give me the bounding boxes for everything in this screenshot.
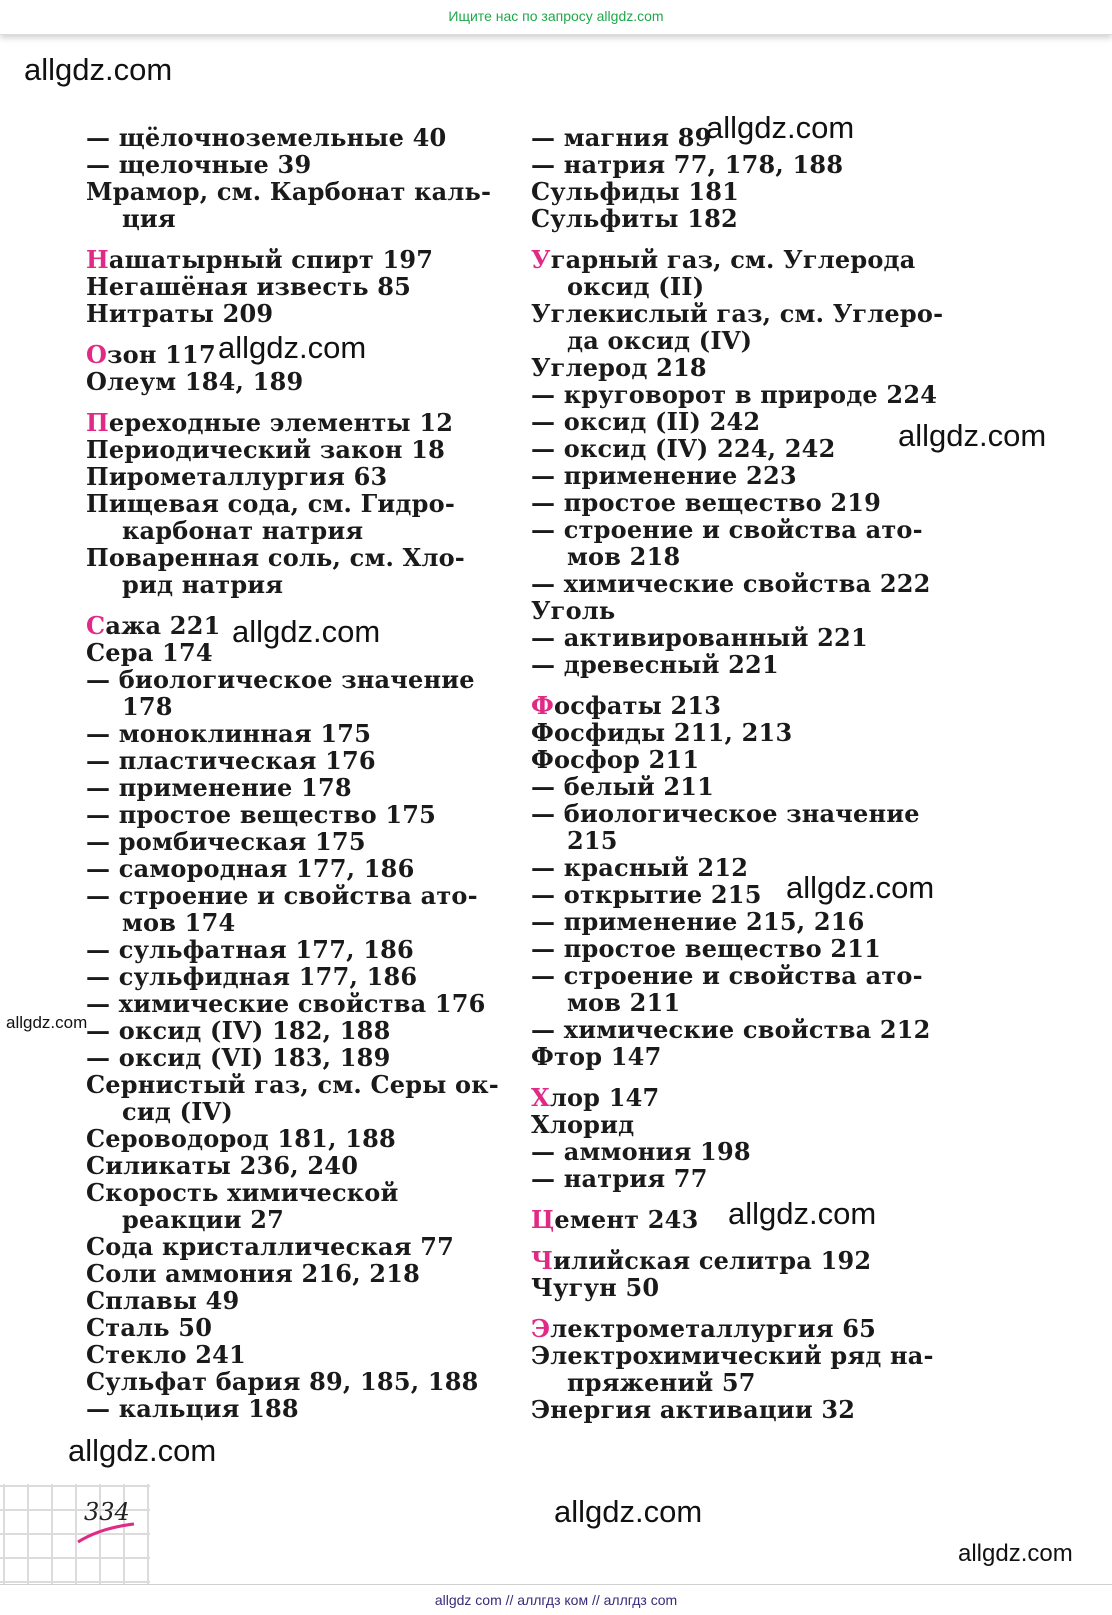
index-entry <box>531 462 971 489</box>
entry-text: — моноклинная 175 <box>86 719 372 748</box>
index-entry <box>531 543 971 570</box>
watermark: allgdz.com <box>728 1196 877 1231</box>
entry-text: — простое вещество 219 <box>531 488 882 517</box>
entry-text: — кальция 188 <box>86 1394 299 1423</box>
entry-text: Хлорид <box>531 1110 635 1139</box>
letter-initial: Ц <box>531 1205 555 1234</box>
letter-initial: Э <box>531 1314 551 1343</box>
entry-text: — химические свойства 212 <box>531 1015 931 1044</box>
entry-text: мов 211 <box>567 988 681 1017</box>
index-entry <box>531 800 971 827</box>
entry-text: — древесный 221 <box>531 650 779 679</box>
watermark: allgdz.com <box>218 330 367 365</box>
entry-text: Сероводород 181, 188 <box>86 1124 396 1153</box>
entry-text: — оксид (II) 242 <box>531 407 761 436</box>
entry-text: — применение 223 <box>531 461 797 490</box>
index-entry <box>531 827 971 854</box>
index-entry <box>531 1315 971 1342</box>
letter-initial: С <box>86 611 106 640</box>
index-entry <box>531 1084 971 1111</box>
entry-text: Уголь <box>531 596 616 625</box>
entry-text: — натрия 77, 178, 188 <box>531 150 844 179</box>
index-entry <box>531 1274 971 1301</box>
index-entry <box>531 1342 971 1369</box>
entry-text: — применение 215, 216 <box>531 907 865 936</box>
watermark: allgdz.com <box>706 110 855 145</box>
entry-text: — оксид (VI) 183, 189 <box>86 1043 391 1072</box>
index-entry <box>531 300 971 327</box>
index-entry <box>86 693 526 720</box>
letter-initial: Н <box>86 245 109 274</box>
page-number: 334 <box>84 1498 130 1526</box>
entry-text: осфаты 213 <box>553 691 722 720</box>
index-entry <box>86 774 526 801</box>
top-banner[interactable]: Ищите нас по запросу allgdz.com <box>0 0 1112 35</box>
index-entry <box>86 666 526 693</box>
index-entry <box>86 1152 526 1179</box>
index-entry <box>86 855 526 882</box>
index-entry <box>86 463 526 490</box>
index-entry <box>86 1071 526 1098</box>
index-entry <box>86 936 526 963</box>
entry-text: пряжений 57 <box>567 1368 756 1397</box>
index-entry <box>531 962 971 989</box>
letter-initial: Х <box>531 1083 550 1112</box>
index-entry <box>531 773 971 800</box>
watermark: allgdz.com <box>232 614 381 649</box>
entry-text: емент 243 <box>554 1205 699 1234</box>
entry-text: Сульфиды 181 <box>531 177 740 206</box>
entry-text: Нитраты 209 <box>86 299 274 328</box>
index-entry <box>86 990 526 1017</box>
entry-text: — биологическое значение <box>86 665 475 694</box>
index-entry <box>531 908 971 935</box>
entry-text: — белый 211 <box>531 772 715 801</box>
index-entry <box>86 1260 526 1287</box>
index-entry <box>531 1043 971 1070</box>
entry-text: Мрамор, см. Карбонат каль- <box>86 177 492 206</box>
entry-text: — активированный 221 <box>531 623 868 652</box>
entry-text: — аммония 198 <box>531 1137 751 1166</box>
index-entry <box>531 151 971 178</box>
entry-text: Электрохимический ряд на- <box>531 1341 934 1370</box>
index-entry <box>86 1017 526 1044</box>
entry-text: — пластическая 176 <box>86 746 376 775</box>
index-entry <box>86 882 526 909</box>
index-entry <box>531 989 971 1016</box>
index-entry <box>86 273 526 300</box>
entry-text: — натрия 77 <box>531 1164 708 1193</box>
index-entry <box>531 1165 971 1192</box>
index-entry <box>86 246 526 273</box>
index-entry <box>86 490 526 517</box>
entry-text: мов 174 <box>122 908 236 937</box>
index-entry <box>531 1369 971 1396</box>
index-entry <box>531 746 971 773</box>
index-entry <box>531 570 971 597</box>
bottom-banner[interactable]: allgdz com // аллгдз ком // аллгдз com <box>0 1584 1112 1615</box>
entry-text: — сульфатная 177, 186 <box>86 935 414 964</box>
entry-text: ажа 221 <box>105 611 221 640</box>
index-entry <box>86 1368 526 1395</box>
index-entry <box>531 1396 971 1423</box>
index-entry <box>86 368 526 395</box>
entry-text: Сплавы 49 <box>86 1286 240 1315</box>
index-entry <box>86 801 526 828</box>
entry-text: мов 218 <box>567 542 681 571</box>
entry-text: ереходные элементы 12 <box>108 408 454 437</box>
index-entry <box>531 1016 971 1043</box>
entry-text: 215 <box>567 826 618 855</box>
index-entry <box>86 1044 526 1071</box>
entry-text: — оксид (IV) 182, 188 <box>86 1016 391 1045</box>
entry-text: рид натрия <box>122 570 284 599</box>
index-entry <box>531 1247 971 1274</box>
entry-text: — сульфидная 177, 186 <box>86 962 418 991</box>
entry-text: Соли аммония 216, 218 <box>86 1259 421 1288</box>
index-entry <box>531 354 971 381</box>
index-entry <box>86 300 526 327</box>
entry-text: Энергия активации 32 <box>531 1395 856 1424</box>
entry-text: оксид (II) <box>567 272 705 301</box>
entry-text: — красный 212 <box>531 853 749 882</box>
index-entry <box>86 1314 526 1341</box>
index-entry <box>86 1341 526 1368</box>
entry-text: Силикаты 236, 240 <box>86 1151 359 1180</box>
index-entry <box>86 544 526 571</box>
index-entry <box>86 963 526 990</box>
index-entry <box>531 246 971 273</box>
entry-text: ция <box>122 204 176 233</box>
index-entry <box>86 205 526 232</box>
entry-text: Сульфат бария 89, 185, 188 <box>86 1367 479 1396</box>
entry-text: илийская селитра 192 <box>553 1246 872 1275</box>
index-entry <box>531 489 971 516</box>
entry-text: — самородная 177, 186 <box>86 854 415 883</box>
index-entry <box>531 327 971 354</box>
entry-text: Фтор 147 <box>531 1042 662 1071</box>
letter-initial: У <box>531 245 551 274</box>
index-entry <box>531 597 971 624</box>
index-entry <box>531 692 971 719</box>
entry-text: — щелочные 39 <box>86 150 312 179</box>
index-entry <box>531 178 971 205</box>
entry-text: 178 <box>122 692 173 721</box>
entry-text: Сульфиты 182 <box>531 204 738 233</box>
entry-text: — щёлочноземельные 40 <box>86 123 447 152</box>
letter-initial: П <box>86 408 109 437</box>
entry-text: — простое вещество 175 <box>86 800 437 829</box>
watermark: allgdz.com <box>786 870 935 905</box>
index-entry <box>531 624 971 651</box>
watermark: allgdz.com <box>6 1013 88 1032</box>
entry-text: карбонат натрия <box>122 516 364 545</box>
entry-text: лор 147 <box>549 1083 660 1112</box>
letter-initial: О <box>86 340 108 369</box>
index-entry <box>531 273 971 300</box>
index-entry <box>86 1395 526 1422</box>
index-entry <box>86 720 526 747</box>
index-entry <box>531 1111 971 1138</box>
entry-text: реакции 27 <box>122 1205 285 1234</box>
index-entry <box>86 1179 526 1206</box>
entry-text: Углерод 218 <box>531 353 707 382</box>
watermark: allgdz.com <box>898 418 1047 453</box>
entry-text: Чугун 50 <box>531 1273 660 1302</box>
index-entry <box>531 381 971 408</box>
watermark: allgdz.com <box>68 1433 217 1468</box>
entry-text: Фосфиды 211, 213 <box>531 718 793 747</box>
entry-text: — ромбическая 175 <box>86 827 366 856</box>
index-entry <box>531 651 971 678</box>
watermark: allgdz.com <box>24 52 173 87</box>
index-entry <box>86 151 526 178</box>
index-entry <box>86 436 526 463</box>
index-entry <box>86 178 526 205</box>
entry-text: — биологическое значение <box>531 799 920 828</box>
entry-text: — простое вещество 211 <box>531 934 882 963</box>
entry-text: — химические свойства 222 <box>531 569 931 598</box>
index-entry <box>531 1138 971 1165</box>
page-corner <box>0 1484 150 1584</box>
letter-initial: Ф <box>531 691 554 720</box>
entry-text: — строение и свойства ато- <box>531 961 923 990</box>
entry-text: — химические свойства 176 <box>86 989 486 1018</box>
entry-text: Сода кристаллическая 77 <box>86 1232 455 1261</box>
entry-text: Углекислый газ, см. Углеро- <box>531 299 944 328</box>
entry-text: — открытие 215 <box>531 880 762 909</box>
entry-text: — строение и свойства ато- <box>86 881 478 910</box>
entry-text: — применение 178 <box>86 773 352 802</box>
entry-text: Олеум 184, 189 <box>86 367 304 396</box>
index-entry <box>86 1098 526 1125</box>
entry-text: зон 117 <box>107 340 216 369</box>
entry-text: Сернистый газ, см. Серы ок- <box>86 1070 499 1099</box>
entry-text: Пирометаллургия 63 <box>86 462 388 491</box>
index-entry <box>86 124 526 151</box>
entry-text: — круговорот в природе 224 <box>531 380 938 409</box>
index-entry <box>86 1125 526 1152</box>
entry-text: Поваренная соль, см. Хло- <box>86 543 465 572</box>
index-entry <box>86 409 526 436</box>
watermark: allgdz.com <box>958 1540 1073 1567</box>
index-column-left <box>86 124 526 1422</box>
entry-text: да оксид (IV) <box>567 326 753 355</box>
index-entry <box>531 516 971 543</box>
entry-text: ашатырный спирт 197 <box>108 245 434 274</box>
entry-text: — строение и свойства ато- <box>531 515 923 544</box>
index-entry <box>531 935 971 962</box>
entry-text: Пищевая сода, см. Гидро- <box>86 489 455 518</box>
index-entry <box>531 719 971 746</box>
entry-text: Негашёная известь 85 <box>86 272 412 301</box>
index-entry <box>86 1287 526 1314</box>
entry-text: Периодический закон 18 <box>86 435 445 464</box>
entry-text: Стекло 241 <box>86 1340 246 1369</box>
index-entry <box>86 571 526 598</box>
entry-text: гарный газ, см. Углерода <box>550 245 916 274</box>
letter-initial: Ч <box>531 1246 554 1275</box>
entry-text: — оксид (IV) 224, 242 <box>531 434 836 463</box>
index-entry <box>86 747 526 774</box>
entry-text: Сталь 50 <box>86 1313 213 1342</box>
entry-text: сид (IV) <box>122 1097 233 1126</box>
entry-text: Сера 174 <box>86 638 213 667</box>
index-entry <box>86 1233 526 1260</box>
index-entry <box>86 909 526 936</box>
entry-text: — магния 89 <box>531 123 712 152</box>
watermark: allgdz.com <box>554 1494 703 1529</box>
index-entry <box>86 1206 526 1233</box>
index-entry <box>531 205 971 232</box>
entry-text: Фосфор 211 <box>531 745 700 774</box>
index-entry <box>86 828 526 855</box>
entry-text: Скорость химической <box>86 1178 399 1207</box>
entry-text: лектрометаллургия 65 <box>550 1314 876 1343</box>
index-entry <box>86 517 526 544</box>
